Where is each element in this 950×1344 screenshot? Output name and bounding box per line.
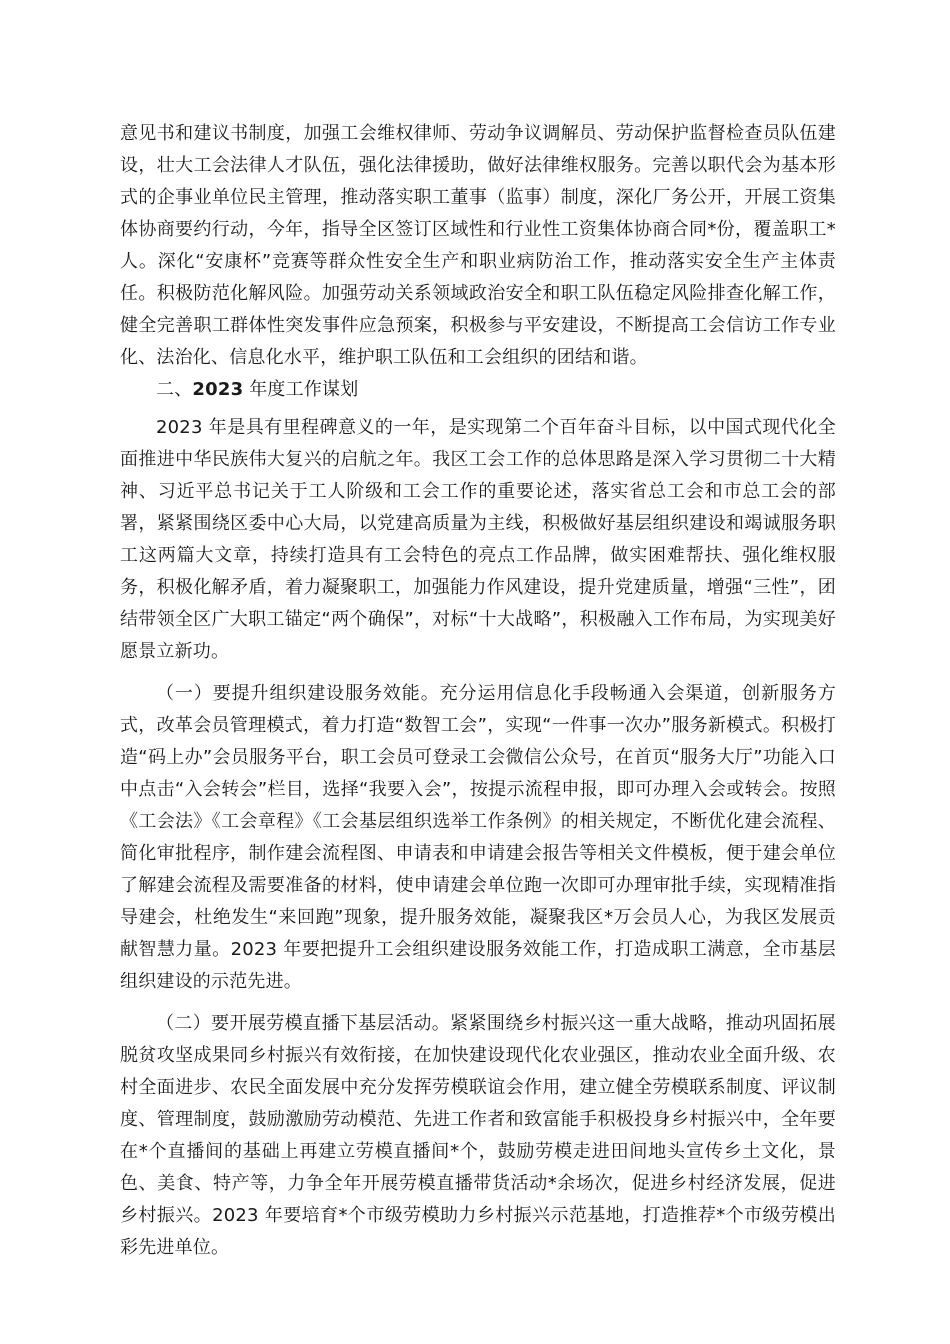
paragraph-legal-rights: 意见书和建议书制度，加强工会维权律师、劳动争议调解员、劳动保护监督检查员队伍建设，壮大工会法律人才队伍，强化法律援助，做好法律维权服务。完善以职代会为基本形式的企事业单位民主管理，推动落实职工董事（监事）制度，深化厂务公开，开展工资集体协商要约行动，今年，指导全区签订区域性和行业性工资集体协商合同*份，覆盖职工*人。深化“安康杯”竞赛等群众性安全生产和职业病防治工作，推动落实安全生产主体责任。积极防范化解风险。加强劳动关系领域政治安全和职工队伍稳定风险排查化解工作，健全完善职工群体性突发事件应急预案，积极参与平安建设，不断提高工会信访工作专业化、法治化、信息化水平，维护职工队伍和工会组织的团结和谐。 — [120, 123, 836, 368]
section-heading-prefix: 二、 — [156, 379, 193, 400]
section-heading — [120, 374, 836, 406]
paragraph-overall-approach: 2023 年是具有里程碑意义的一年，是实现第二个百年奋斗目标，以中国式现代化全面推进中华民族伟大复兴的启航之年。我区工会工作的总体思路是深入学习贯彻二十大精神、习近平总书记关于工人阶级和工会工作的重要论述，落实省总工会和市总工会的部署，紧紧围绕区委中心大局，以党建高质量为主线，积极做好基层组织建设和竭诚服务职工这两篇大文章，持续打造具有工会特色的亮点工作品牌，做实困难帮扶、强化维权服务，积极化解矛盾，着力凝聚职工，加强能力作风建设，提升党建质量，增强“三性”，团结带领全区广大职工锚定“两个确保”，对标“十大战略”，积极融入工作布局，为实现美好愿景立新功。 — [120, 417, 836, 662]
paragraph-organization-building: （一）要提升组织建设服务效能。充分运用信息化手段畅通入会渠道，创新服务方式，改革会员管理模式，着力打造“数智工会”，实现“一件事一次办”服务新模式。积极打造“码上办”会员服务平台，职工会员可登录工会微信公众号，在首页“服务大厅”功能入口中点击“入会转会”栏目，选择“我要入会”，按提示流程申报，即可办理入会或转会。按照《工会法》《工会章程》《工会基层组织选举工作条例》的相关规定，不断优化建会流程、简化审批程序，制作建会流程图、申请表和申请建会报告等相关文件模板，便于建会单位了解建会流程及需要准备的材料，使申请建会单位跑一次即可办理审批手续，实现精准指导建会，杜绝发生“来回跑”现象，提升服务效能，凝聚我区*万会员人心，为我区发展贡献智慧力量。2023 年要把提升工会组织建设服务效能工作，打造成职工满意，全市基层组织建设的示范先进。 — [120, 683, 836, 992]
document-body — [120, 118, 836, 1264]
paragraph-model-worker-livestream: （二）要开展劳模直播下基层活动。紧紧围绕乡村振兴这一重大战略，推动巩固拓展脱贫攻坚成果同乡村振兴有效衔接，在加快建设现代化农业强区，推动农业全面升级、农村全面进步、农民全面发展中充分发挥劳模联谊会作用，建立健全劳模联系制度、评议制度、管理制度，鼓励激励劳动模范、先进工作者和致富能手积极投身乡村振兴中，全年要在*个直播间的基础上再建立劳模直播间*个，鼓励劳模走进田间地头宣传乡土文化，景色、美食、特产等，力争全年开展劳模直播带货活动*余场次，促进乡村经济发展，促进乡村振兴。2023 年要培育*个市级劳模助力乡村振兴示范基地，打造推荐*个市级劳模出彩先进单位。 — [120, 1013, 836, 1258]
section-heading-suffix: 年度工作谋划 — [243, 379, 359, 400]
section-heading-year: 2023 — [192, 379, 244, 400]
